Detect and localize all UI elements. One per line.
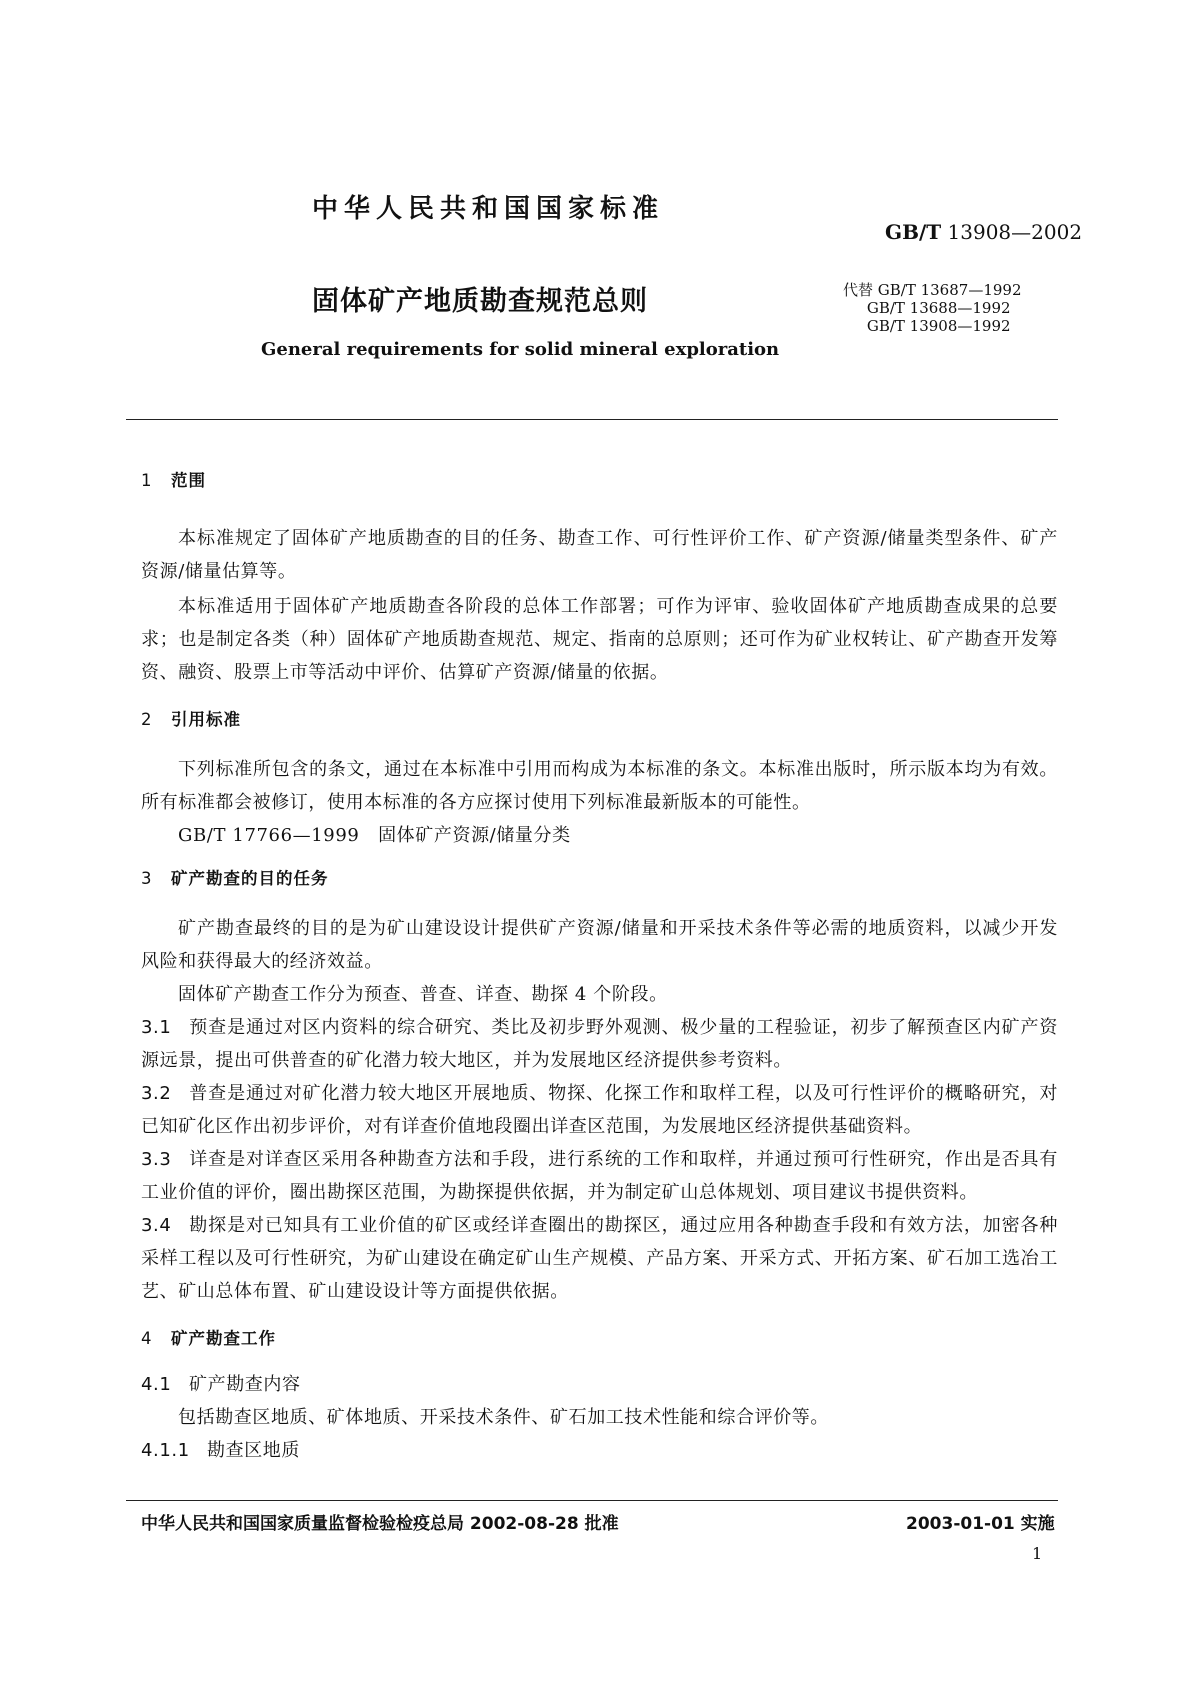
document-body <box>141 462 1058 1467</box>
standard-prefix: GB/T <box>885 220 942 244</box>
clause-4-1-1: 4.1.1 勘查区地质 <box>141 1440 300 1461</box>
standard-code: 13908—2002 <box>947 220 1083 244</box>
paragraph: 下列标准所包含的条文，通过在本标准中引用而构成为本标准的条文。本标准出版时，所示版本均为有效。所有标准都会被修订，使用本标准的各方应探讨使用下列标准最新版本的可能性。 <box>141 759 1058 813</box>
effective-date: 2003-01-01 实施 <box>906 1514 1055 1534</box>
section-heading-1: 1 范围 <box>141 471 206 490</box>
header-divider <box>126 419 1058 420</box>
paragraph: 矿产勘查最终的目的是为矿山建设设计提供矿产资源/储量和开采技术条件等必需的地质资料，以减少开发风险和获得最大的经济效益。 <box>141 918 1058 972</box>
paragraph: 本标准规定了固体矿产地质勘查的目的任务、勘查工作、可行性评价工作、矿产资源/储量类型条件、矿产资源/储量估算等。 <box>141 528 1058 582</box>
clause-3-2: 3.2 普查是通过对矿化潜力较大地区开展地质、物探、化探工作和取样工程，以及可行性评价的概略研究，对已知矿化区作出初步评价，对有详查价值地段圈出详查区范围，为发展地区经济提供基础资料。 <box>141 1083 1058 1137</box>
reference-entry: GB/T 17766—1999 固体矿产资源/储量分类 <box>178 825 571 846</box>
clause-3-3: 3.3 详查是对详查区采用各种勘查方法和手段，进行系统的工作和取样，并通过预可行性研究，作出是否具有工业价值的评价，圈出勘探区范围，为勘探提供依据，并为制定矿山总体规划、项目建议书提供资料。 <box>141 1149 1058 1203</box>
clause-4-1: 4.1 矿产勘查内容 <box>141 1374 301 1395</box>
section-heading-2: 2 引用标准 <box>141 710 241 729</box>
standard-number <box>885 220 1082 244</box>
paragraph: 包括勘查区地质、矿体地质、开采技术条件、矿石加工技术性能和综合评价等。 <box>178 1407 829 1428</box>
english-title: General requirements for solid mineral exploration <box>261 339 780 360</box>
approval-statement: 中华人民共和国国家质量监督检验检疫总局 2002-08-28 批准 <box>141 1514 619 1534</box>
clause-3-4: 3.4 勘探是对已知具有工业价值的矿区或经详查圈出的勘探区，通过应用各种勘查手段和有效方法，加密各种采样工程以及可行性研究，为矿山建设在确定矿山生产规模、产品方案、开采方式、开拓方案、矿石加工选冶工艺、矿山总体布置、矿山建设设计等方面提供依据。 <box>141 1215 1058 1302</box>
section-heading-4: 4 矿产勘查工作 <box>141 1329 276 1348</box>
paragraph: 本标准适用于固体矿产地质勘查各阶段的总体工作部署；可作为评审、验收固体矿产地质勘查成果的总要求；也是制定各类（种）固体矿产地质勘查规范、规定、指南的总原则；还可作为矿业权转让、矿产勘查开发筹资、融资、股票上市等活动中评价、估算矿产资源/储量的依据。 <box>141 596 1058 683</box>
paragraph: 固体矿产勘查工作分为预查、普查、详查、勘探 4 个阶段。 <box>178 984 668 1005</box>
replaces-standards: 代替 GB/T 13687—1992 GB/T 13688—1992 GB/T 13908—1992 <box>843 281 1022 335</box>
page-number: 1 <box>1032 1544 1043 1563</box>
document-title: 固体矿产地质勘查规范总则 <box>312 286 648 317</box>
footer-divider <box>126 1500 1058 1501</box>
section-heading-3: 3 矿产勘查的目的任务 <box>141 869 329 888</box>
clause-3-1: 3.1 预查是通过对区内资料的综合研究、类比及初步野外观测、极少量的工程验证，初步了解预查区内矿产资源远景，提出可供普查的矿化潜力较大地区，并为发展地区经济提供参考资料。 <box>141 1017 1058 1071</box>
national-standard-header: 中华人民共和国国家标准 <box>312 194 665 224</box>
